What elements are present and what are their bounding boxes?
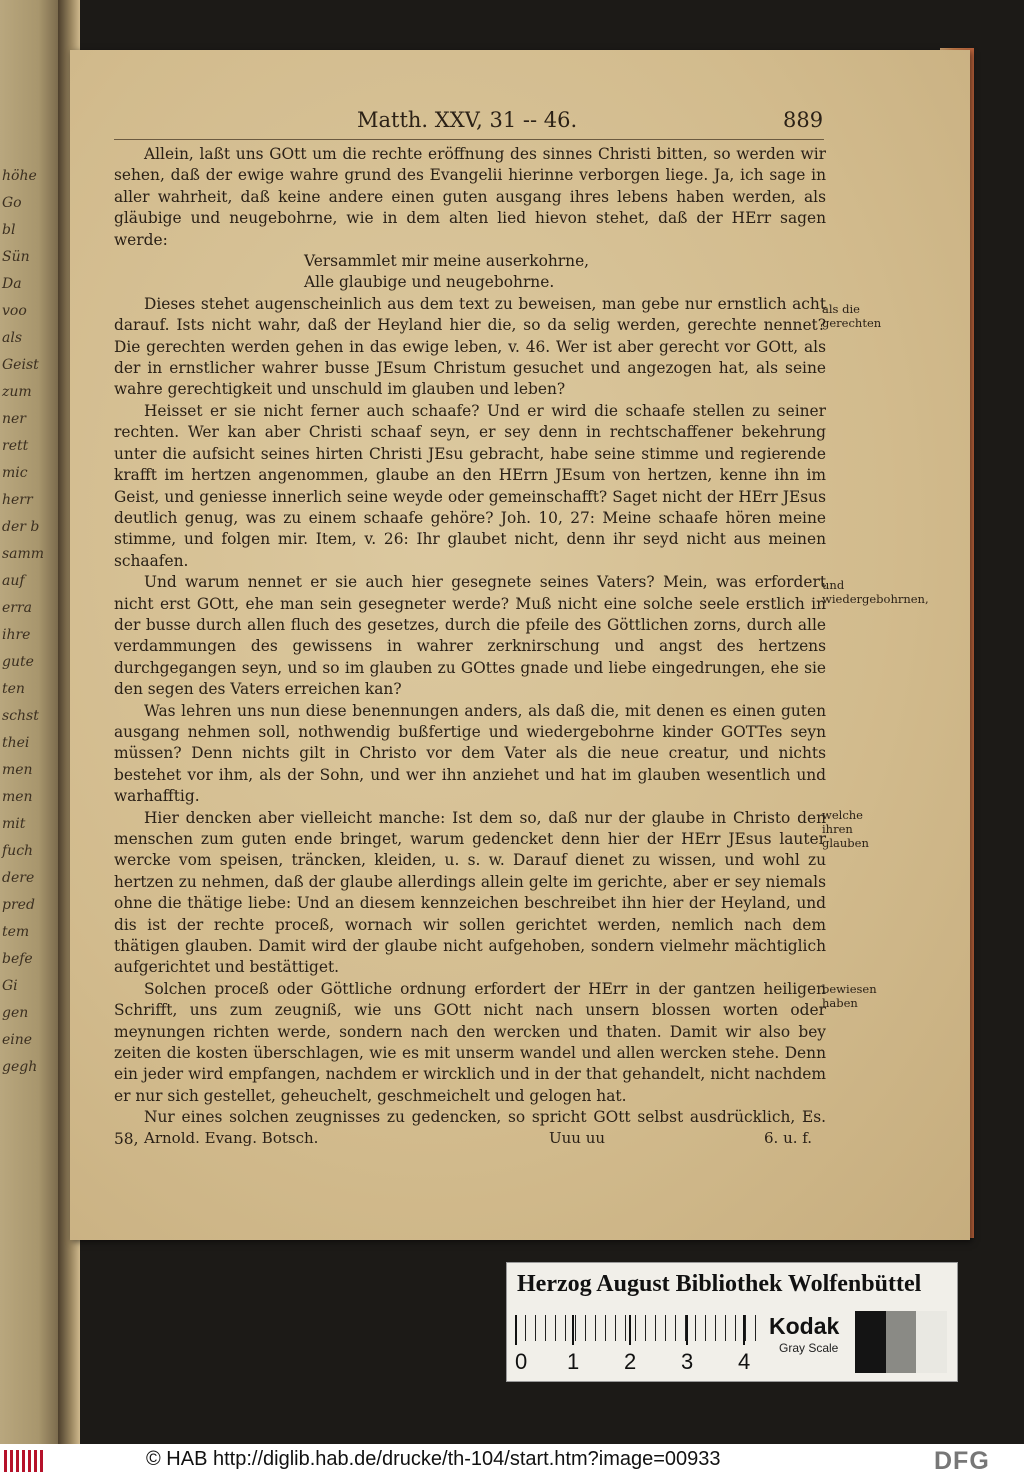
gray-swatch — [916, 1311, 947, 1373]
page-fragment-text: voo — [2, 303, 27, 319]
page-fragment-text: fuch — [2, 843, 34, 859]
page-fragment-text: pred — [2, 897, 35, 913]
page-fragment-text: mit — [2, 816, 26, 832]
page-fragment-text: gen — [2, 1005, 29, 1021]
page-fragment-text: zum — [2, 384, 32, 400]
paragraph: Solchen proceß oder Göttliche ordnung erfordert der HErr in der gantzen heiligen Schrifft, uns zum zeugniß, wie uns GOtt nicht nach unsern blossen worten oder meynungen richten werde, sondern nach den wercken und thaten. Damit wir also bey zeiten die kosten überschlagen, wie es mit unserm wandel und allen wercken stehe. Denn ein jeder wird empfangen, nachdem er wircklich und in der that gehandelt, nicht nachdem er nur sich gestellet, geheuchelt, geschmeichelt und gelogen hat. — [114, 979, 826, 1105]
signature-mark: Uuu uu — [549, 1129, 606, 1147]
page-fragment-text: tem — [2, 924, 30, 940]
page-fragment-text: auf — [2, 573, 25, 589]
page-fragment-text: rett — [2, 438, 29, 454]
page-fragment-text: der b — [2, 519, 40, 535]
barcode-icon — [4, 1450, 44, 1472]
page-fragment-text: ner — [2, 411, 26, 427]
paragraph: Und warum nennet er sie auch hier gesegnete seines Vaters? Mein, was erfordert nicht erst GOtt, ehe man sein gesegneter werde? Muß nicht eine solche seele erstlich in der busse durch allen fluch des gesetzes, durch die pfeile des Göttlichen zorns, durch alle verdammungen des gewissens in wahrer zerknirschung und angst des hertzens durchgegangen seyn, und so im glauben zu GOttes gnade und liebe eingedrungen, ehe sie den segen des Vaters erreichen kan? — [114, 573, 826, 699]
page-header — [70, 108, 970, 136]
verse-line: Versammlet mir meine auserkohrne, — [304, 252, 590, 271]
scale-label: Gray Scale — [779, 1341, 839, 1355]
page-fragment-text: dere — [2, 870, 35, 886]
verse-line: Alle glaubige und neugebohrne. — [304, 273, 555, 292]
page-footer — [144, 1129, 824, 1153]
gray-swatch — [855, 1311, 886, 1373]
measure-ruler — [515, 1315, 760, 1373]
ruler-number: 4 — [738, 1349, 751, 1374]
margin-note: und wiedergebohrnen, — [822, 578, 929, 606]
page-fragment-text: herr — [2, 492, 33, 508]
page-fragment-text: erra — [2, 600, 33, 616]
page-fragment-text: Go — [2, 195, 22, 211]
page-fragment-text: als — [2, 330, 23, 346]
page-fragment-text: Da — [2, 276, 22, 292]
paragraph: Nur eines solchen zeugnisses zu gedencken, so spricht GOtt selbst ausdrücklich, Es. 58, — [114, 1108, 826, 1148]
ruler-number: 2 — [624, 1349, 637, 1374]
brand-label: Kodak — [769, 1313, 840, 1339]
page-fragment-text: men — [2, 762, 33, 778]
page-fragment-text: Geist — [2, 357, 39, 373]
page-number: 889 — [783, 108, 824, 132]
running-head: Matth. XXV, 31 -- 46. — [357, 108, 578, 132]
ruler-number: 0 — [515, 1349, 528, 1374]
header-rule — [114, 139, 824, 140]
paragraph: Dieses stehet augenscheinlich aus dem text zu beweisen, man gebe nur ernstlich acht darauf. Ists nicht wahr, daß der Heyland hier die, so da selig werden, gerechte nennet? Die gerechten werden gehen in das ewige leben, v. 46. Wer ist aber gerecht vor GOtt, als der in ernstlicher wahrer busse JEsum Christum gesuchet und angezogen hat, als seine wahre gerechtigkeit und unschuld im glauben und leben? — [114, 294, 826, 399]
page-fragment-text: ten — [2, 681, 25, 697]
page-fragment-text: thei — [2, 735, 30, 751]
margin-note: bewiesen haben — [822, 982, 877, 1010]
library-scale-card — [506, 1262, 958, 1382]
ruler-major-ticks — [515, 1315, 760, 1345]
ruler-number: 1 — [567, 1349, 580, 1374]
page-fragment-text: Gi — [2, 978, 18, 994]
viewer-bottom-bar — [0, 1444, 1024, 1478]
page-fragment-text: gute — [2, 654, 34, 670]
library-name: Herzog August Bibliothek Wolfenbüttel — [517, 1271, 922, 1297]
footer-title: Arnold. Evang. Botsch. — [144, 1129, 319, 1147]
page-fragment-text: schst — [2, 708, 39, 724]
dfg-logo: DFG — [934, 1447, 990, 1475]
paragraph: Hier dencken aber vielleicht manche: Ist dem so, daß nur der glaube in Christo den menschen zum guten ende bringet, warum gedencket denn hier der HErr JEsus lauter wercke vom speisen, träncken, kleiden, u. s. w. Darauf dienet zu wissen, und wohl zu hertzen zu nehmen, daß der glaube allerdings allein gelte im gerichte, aber er sey niemals ohne die thätige liebe: Und an diesem kennzeichen beschreibet ihn hier der Heyland, und dis ist der rechte proceß, wornach wir sollen gerichtet werden, nemlich nach dem thätigen glauben. Damit wird der glaube nicht aufgehoben, sondern vielmehr mächtiglich aufgerichtet und bestättiget. — [114, 808, 826, 977]
previous-page-fragment — [0, 0, 64, 1444]
paragraph: Heisset er sie nicht ferner auch schaafe? Und er wird die schaafe stellen zu seiner rechten. Wer kan aber Christi schaaf seyn, er sey denn in rechtschaffener bekehrung unter die aufsicht seines hirten Christi JEsu gebracht, habe seine stimme und regierende krafft im hertzen angenommen, glaube an den HErrn JEsum von hertzen, kenne ihn im Geist, und geniesse innerlich seine weyde oder gemeinschafft? Saget nicht der HErr JEsus deutlich genug, was zu einem schaafe gehöre? Joh. 10, 27: Meine schaafe hören meine stimme, und folgen mir. Item, v. 26: Ihr glaubet nicht, denn ihr seyd nicht aus meinen schaafen. — [114, 401, 826, 570]
gray-swatch — [886, 1311, 917, 1373]
page-fragment-text: befe — [2, 951, 33, 967]
margin-note: welche ihren glauben — [822, 808, 869, 850]
page-fragment-text: samm — [2, 546, 45, 562]
page-fragment-text: ihre — [2, 627, 31, 643]
paragraph: Was lehren uns nun diese benennungen anders, als daß die, mit denen es einen guten ausgang nehmen soll, nothwendig bußfertige und wiedergebohrne kinder GOTTes seyn müssen? Denn nichts gilt in Christo vor dem Vater als die neue creatur, und nichts bestehet vor ihm, als der Sohn, und wer ihn anziehet und hat im glauben wesentlich und warhafftig. — [114, 701, 826, 806]
page-fragment-text: gegh — [2, 1059, 38, 1075]
page-fragment-text: eine — [2, 1032, 33, 1048]
page-fragment-text: bl — [2, 222, 16, 238]
paragraph: Allein, laßt uns GOtt um die rechte eröffnung des sinnes Christi bitten, so werden wir sehen, daß der ewige wahre grund des Evangelii hierinne verborgen liege. Ja, ich sage in aller wahrheit, daß keine andere einen guten ausgang ihres lebens haben werden, als gläubige und neugebohrne, wie in dem alten lied hievon stehet, daß der HErr sagen werde: — [114, 145, 826, 249]
copyright-url[interactable]: © HAB http://diglib.hab.de/drucke/th-104/start.htm?image=00933 — [146, 1448, 721, 1470]
page-body — [114, 144, 826, 1150]
catchword: 6. u. f. — [764, 1129, 813, 1147]
page-fragment-text: men — [2, 789, 33, 805]
page-fragment-text: mic — [2, 465, 28, 481]
gray-swatches — [855, 1311, 947, 1373]
book-page — [70, 50, 970, 1240]
page-fragment-text: Sün — [2, 249, 30, 265]
margin-note: als die gerechten — [822, 302, 882, 330]
page-fragment-text: höhe — [2, 168, 37, 184]
ruler-number: 3 — [681, 1349, 694, 1374]
